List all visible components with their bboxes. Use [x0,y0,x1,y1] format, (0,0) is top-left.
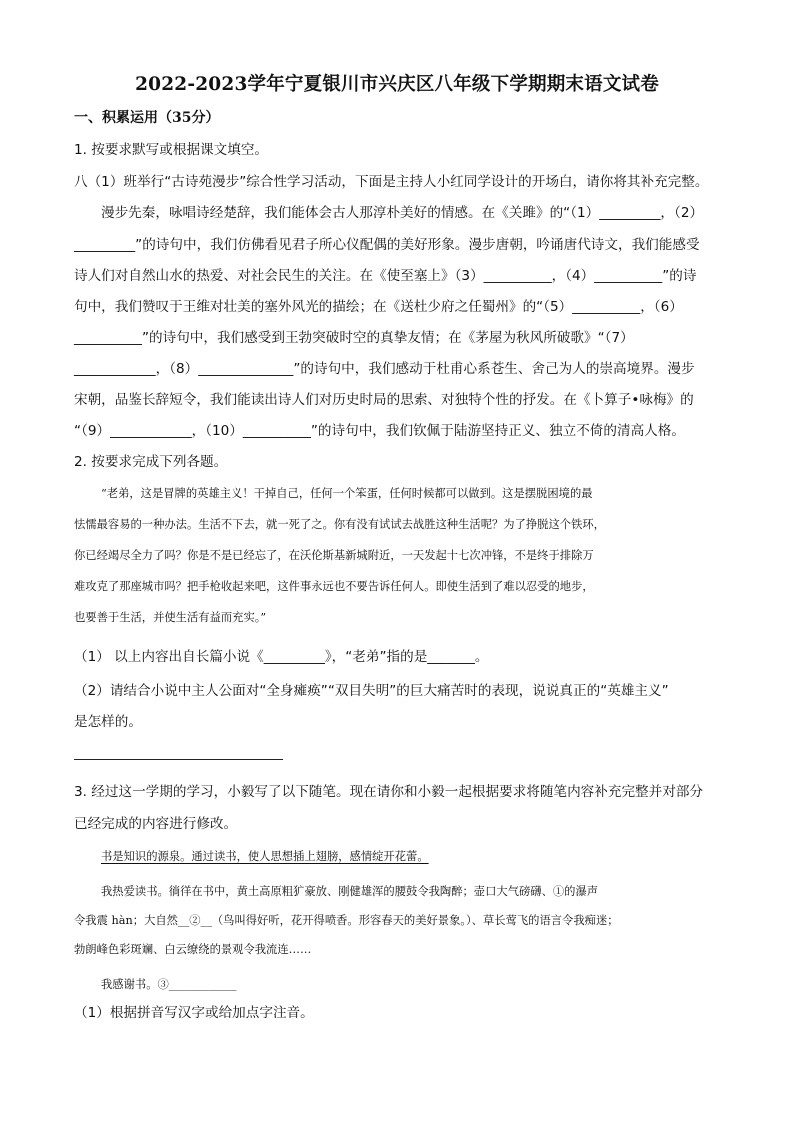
question-2-sub-1: （1） 以上内容出自长篇小说《_________》，“老弟”指的是_______。 [74,649,489,665]
question-1-prompt: 1. 按要求默写或根据课文填空。 [74,142,269,158]
page-title: 2022-2023学年宁夏银川市兴庆区八年级下学期期末语文试卷 [135,74,659,95]
question-1-line: _________”的诗句中，我们仿佛看见君子所心仪配偶的美好形象。漫步唐朝，吟诵唐代诗文，我们能感受 [74,237,700,253]
passage-line: 你已经竭尽全力了吗？你是不是已经忘了，在沃伦斯基新城附近，一天发起十七次冲锋，不是终于排除万 [74,549,594,562]
essay-line: 勃朗峰色彩斑斓、白云缭绕的景观令我流连…… [74,943,312,956]
answer-line [74,759,283,760]
essay-line: 我感谢书。③____________ [101,978,237,991]
question-2-prompt: 2. 按要求完成下列各题。 [74,454,228,470]
question-1-line: __________”的诗句中，我们感受到王勃突破时空的真挚友情；在《茅屋为秋风所破歌》“（7） [74,330,634,346]
question-1-line: 八（1）班举行“古诗苑漫步”综合性学习活动，下面是主持人小红同学设计的开场白，请你将其补充完整。 [74,174,709,190]
question-1-line: “（9）____________，（10）__________”的诗句中，我们钦佩于陆游坚持正义、独立不倚的清高人格。 [74,423,685,439]
section-heading: 一、积累运用（35分） [74,110,220,126]
question-3-prompt: 已经完成的内容进行修改。 [74,816,238,832]
passage-line: 怯懦最容易的一种办法。生活不下去，就一死了之。你有没有试试去战胜这种生活呢？为了挣脱这个铁环， [74,518,605,531]
essay-line: 令我震 hàn；大自然__②__（鸟叫得好听，花开得喷香。形容春天的美好景象。）、草长莺飞的语言令我痴迷； [74,914,619,927]
question-3-prompt: 3. 经过这一学期的学习，小毅写了以下随笔。现在请你和小毅一起根据要求将随笔内容补充完整并对部分 [74,784,704,800]
passage-line: 也要善于生活，并使生活有益而充实。” [74,611,267,624]
passage-line: “老弟，这是冒牌的英雄主义！干掉自己，任何一个笨蛋，任何时候都可以做到。这是摆脱困境的最 [101,487,593,500]
question-2-sub-2: （2）请结合小说中主人公面对“全身瘫痪”“双目失明”的巨大痛苦时的表现，说说真正的“英雄主义” [74,683,669,699]
essay-underlined-sentence: 书是知识的源泉。通过读书，使人思想插上翅膀，感情绽开花蕾。 [101,850,429,863]
question-3-sub-1: （1）根据拼音写汉字或给加点字注音。 [74,1005,314,1021]
question-2-sub-2: 是怎样的。 [74,714,142,730]
question-1-line: 漫步先秦，咏唱诗经楚辞，我们能体会古人那淳朴美好的情感。在《关雎》的“（1）_________，（2） [101,205,704,221]
essay-line: 我热爱读书。徜徉在书中，黄土高原粗犷豪放、刚健雄浑的腰鼓令我陶醉；壶口大气磅礴、①的瀑声 [101,885,599,898]
question-1-line: 宋朝，品鉴长辞短令，我们能读出诗人们对历史时局的思索、对独特个性的抒发。在《卜算子•咏梅》的 [74,392,694,408]
question-1-line: 句中，我们赞叹于王维对壮美的塞外风光的描绘；在《送杜少府之任蜀州》的“（5）__________，（6） [74,299,683,315]
passage-line: 难攻克了那座城市吗？把手枪收起来吧，这件事永远也不要告诉任何人。即使生活到了难以忍受的地步， [74,580,594,593]
question-1-line: ____________，（8）______________”的诗句中，我们感动于杜甫心系苍生、舍己为人的崇高境界。漫步 [74,361,695,377]
question-1-line: 诗人们对自然山水的热爱、对社会民生的关注。在《使至塞上》（3）__________，（4）__________”的诗 [74,268,697,284]
